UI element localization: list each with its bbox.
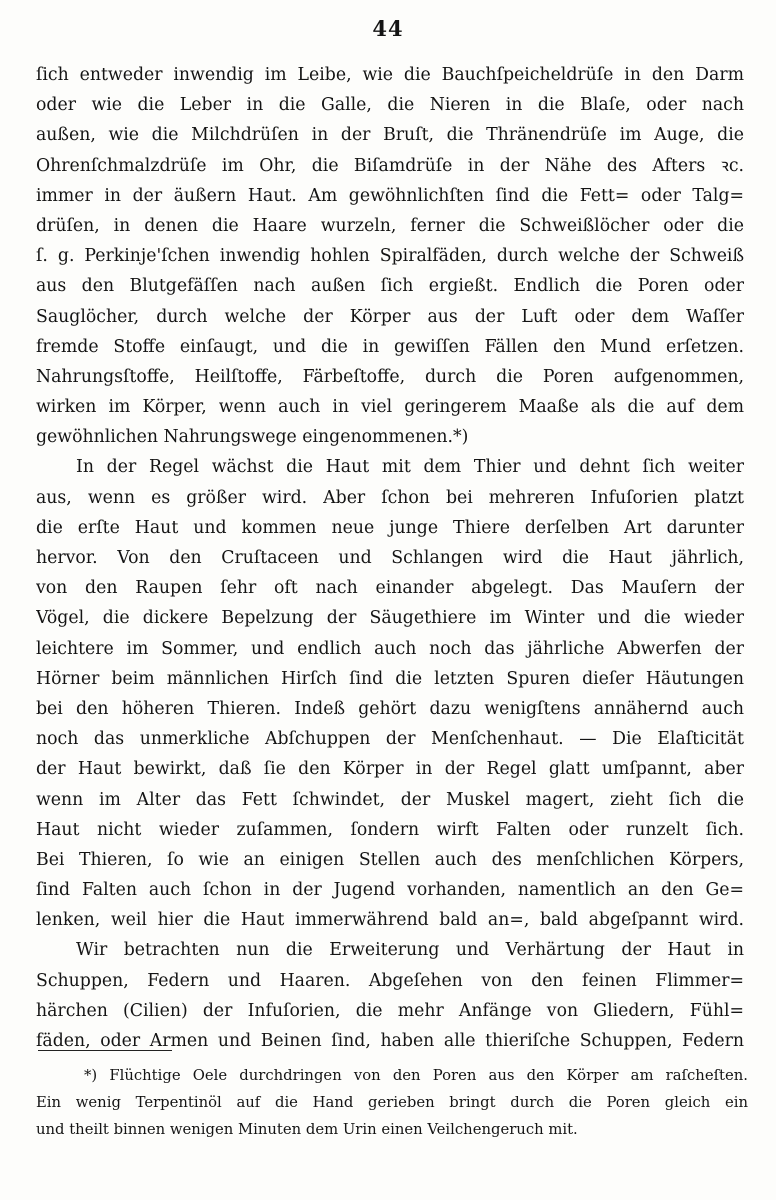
body-text — [36, 60, 744, 1056]
text-line: Vögel, die dickere Bepelzung der Säugethiere im Winter und die wieder — [36, 608, 744, 629]
text-line: von den Raupen ſehr oft nach einander abgelegt. Das Mauſern der — [36, 578, 744, 599]
text-line: härchen (Cilien) der Infuſorien, die mehr Anfänge von Gliedern, Fühl= — [36, 1000, 744, 1021]
text-line: der Haut bewirkt, daß ſie den Körper in der Regel glatt umſpannt, aber — [36, 759, 744, 780]
text-line: gewöhnlichen Nahrungswege eingenommenen.*) — [36, 427, 469, 448]
text-line: Hörner beim männlichen Hirſch ſind die letzten Spuren dieſer Häutungen — [36, 668, 744, 689]
footnote-line: Ein wenig Terpentinöl auf die Hand gerieben bringt durch die Poren gleich ein — [36, 1094, 748, 1111]
text-line: Bei Thieren, ſo wie an einigen Stellen auch des menſchlichen Körpers, — [36, 849, 744, 870]
footnote-line: und theilt binnen wenigen Minuten dem Urin einen Veilchengeruch mit. — [36, 1121, 578, 1138]
text-line: Ohrenſchmalzdrüſe im Ohr, die Biſamdrüſe in der Nähe des Afters ꝛc. — [36, 155, 744, 176]
text-line: fäden, oder Armen und Beinen ſind, haben alle thieriſche Schuppen, Federn — [36, 1031, 744, 1051]
footnote-line: *) Flüchtige Oele durchdringen von den Poren aus den Körper am raſcheſten. — [84, 1067, 748, 1084]
text-line: In der Regel wächst die Haut mit dem Thier und dehnt ſich weiter — [76, 457, 744, 478]
text-line: ſind Falten auch ſchon in der Jugend vorhanden, namentlich an den Ge= — [36, 880, 744, 901]
text-line: Nahrungsſtoffe, Heilſtoffe, Färbeſtoffe, durch die Poren aufgenommen, — [36, 366, 744, 387]
text-line: wenn im Alter das Fett ſchwindet, der Muskel magert, zieht ſich die — [36, 789, 744, 810]
text-line: noch das unmerkliche Abſchuppen der Menſchenhaut. — Die Elaſticität — [36, 729, 744, 750]
text-line: bei den höheren Thieren. Indeß gehört dazu wenigſtens annähernd auch — [36, 698, 744, 719]
text-line: aus, wenn es größer wird. Aber ſchon bei mehreren Infuſorien platzt — [36, 487, 744, 508]
text-line: die erſte Haut und kommen neue junge Thiere derſelben Art darunter — [36, 517, 744, 538]
page-number: 44 — [372, 16, 404, 41]
text-line: leichtere im Sommer, und endlich auch noch das jährliche Abwerfen der — [36, 638, 744, 659]
text-line: außen, wie die Milchdrüſen in der Bruſt, die Thränendrüſe im Auge, die — [36, 125, 744, 146]
text-line: ſ. g. Perkinje'ſchen inwendig hohlen Spiralfäden, durch welche der Schweiß — [36, 246, 744, 267]
text-line: Sauglöcher, durch welche der Körper aus der Luft oder dem Waſſer — [36, 306, 744, 327]
text-line: drüſen, in denen die Haare wurzeln, ferner die Schweißlöcher oder die — [36, 215, 744, 236]
text-line: wirken im Körper, wenn auch in viel geringerem Maaße als die auf dem — [36, 397, 744, 418]
text-line: Wir betrachten nun die Erweiterung und Verhärtung der Haut in — [76, 940, 744, 961]
text-line: hervor. Von den Cruſtaceen und Schlangen wird die Haut jährlich, — [36, 548, 744, 568]
text-line: fremde Stoffe einſaugt, und die in gewiſſen Fällen den Mund erſetzen. — [36, 336, 744, 357]
text-line: Haut nicht wieder zuſammen, ſondern wirft Falten oder runzelt ſich. — [36, 819, 744, 840]
text-line: Schuppen, Federn und Haaren. Abgeſehen von den feinen Flimmer= — [36, 970, 744, 991]
text-line: aus den Blutgefäſſen nach außen ſich ergießt. Endlich die Poren oder — [36, 276, 744, 297]
text-line: ſich entweder inwendig im Leibe, wie die Bauchſpeicheldrüſe in den Darm — [36, 65, 744, 85]
text-line: immer in der äußern Haut. Am gewöhnlichſten ſind die Fett= oder Talg= — [36, 185, 744, 206]
text-line: oder wie die Leber in die Galle, die Nieren in die Blaſe, oder nach — [36, 95, 744, 116]
footnote-divider — [38, 1050, 172, 1051]
text-line: lenken, weil hier die Haut immerwährend bald an=, bald abgeſpannt wird. — [36, 910, 744, 931]
footnote — [36, 1062, 748, 1143]
